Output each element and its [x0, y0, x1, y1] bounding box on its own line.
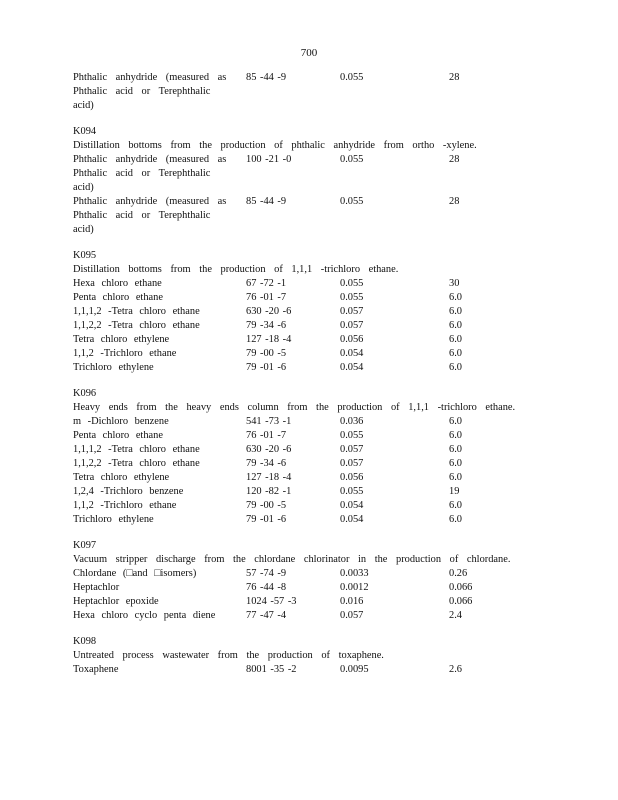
constituent-name: Hexa chloro cyclo penta diene: [73, 610, 216, 621]
cas-number: 127 -18 -4: [246, 334, 292, 345]
constituent-name: Phthalic acid or Terephthalic: [73, 168, 211, 179]
table-row: [73, 443, 553, 457]
waste-description: Vacuum stripper discharge from the chlordane chlorinator in the production of chlordane.: [73, 554, 511, 565]
waste-section: [73, 125, 553, 237]
nonwastewater-standard: 2.4: [449, 610, 462, 621]
constituent-name: Trichloro ethylene: [73, 514, 154, 525]
constituent-name: 1,1,2 -Trichloro ethane: [73, 348, 177, 359]
waste-section: [73, 539, 553, 623]
constituent-name: Heptachlor: [73, 582, 120, 593]
nonwastewater-standard: 6.0: [449, 458, 462, 469]
cas-number: 79 -00 -5: [246, 500, 287, 511]
cas-number: 67 -72 -1: [246, 278, 287, 289]
wastewater-standard: 0.055: [340, 72, 364, 83]
wastewater-standard: 0.036: [340, 416, 364, 427]
waste-code: K095: [73, 250, 97, 261]
nonwastewater-standard: 0.066: [449, 582, 473, 593]
nonwastewater-standard: 6.0: [449, 334, 462, 345]
wastewater-standard: 0.055: [340, 278, 364, 289]
constituent-name: Tetra chloro ethylene: [73, 472, 170, 483]
wastewater-standard: 0.054: [340, 514, 364, 525]
wastewater-standard: 0.057: [340, 306, 364, 317]
cas-number: 85 -44 -9: [246, 196, 287, 207]
constituent-name: Toxaphene: [73, 664, 119, 675]
waste-description: Distillation bottoms from the production of 1,1,1 -trichloro ethane.: [73, 264, 399, 275]
cas-number: 1024 -57 -3: [246, 596, 297, 607]
wastewater-standard: 0.057: [340, 458, 364, 469]
wastewater-standard: 0.055: [340, 292, 364, 303]
wastewater-standard: 0.054: [340, 362, 364, 373]
nonwastewater-standard: 28: [449, 154, 460, 165]
waste-section: [73, 387, 553, 527]
nonwastewater-standard: 28: [449, 72, 460, 83]
waste-code: K096: [73, 388, 97, 399]
constituent-name: Phthalic anhydride (measured as: [73, 72, 227, 83]
nonwastewater-standard: 6.0: [449, 416, 462, 427]
nonwastewater-standard: 6.0: [449, 500, 462, 511]
cas-number: 79 -01 -6: [246, 362, 287, 373]
constituent-name: Phthalic anhydride (measured as: [73, 196, 227, 207]
cas-number: 630 -20 -6: [246, 306, 292, 317]
wastewater-standard: 0.055: [340, 154, 364, 165]
table-row: [73, 181, 553, 195]
nonwastewater-standard: 30: [449, 278, 460, 289]
waste-section: [73, 249, 553, 375]
constituent-name: 1,1,2 -Trichloro ethane: [73, 500, 177, 511]
cas-number: 79 -34 -6: [246, 458, 287, 469]
wastewater-standard: 0.0012: [340, 582, 369, 593]
constituent-name: Hexa chloro ethane: [73, 278, 162, 289]
nonwastewater-standard: 6.0: [449, 292, 462, 303]
wastewater-standard: 0.016: [340, 596, 364, 607]
nonwastewater-standard: 0.26: [449, 568, 468, 579]
table-row: [73, 415, 553, 429]
table-row: [73, 347, 553, 361]
constituent-name: 1,1,1,2 -Tetra chloro ethane: [73, 306, 200, 317]
constituent-name: Penta chloro ethane: [73, 430, 163, 441]
table-row: [73, 457, 553, 471]
constituent-name: 1,1,1,2 -Tetra chloro ethane: [73, 444, 200, 455]
constituent-name: Heptachlor epoxide: [73, 596, 159, 607]
cas-number: 79 -01 -6: [246, 514, 287, 525]
cas-number: 127 -18 -4: [246, 472, 292, 483]
waste-description: Untreated process wastewater from the production of toxaphene.: [73, 650, 384, 661]
table-row: [73, 85, 553, 99]
nonwastewater-standard: 6.0: [449, 306, 462, 317]
constituent-name: Tetra chloro ethylene: [73, 334, 170, 345]
constituent-name: m -Dichloro benzene: [73, 416, 169, 427]
constituent-name: Chlordane (□and □isomers): [73, 568, 197, 579]
wastewater-standard: 0.057: [340, 320, 364, 331]
table-row: [73, 663, 553, 677]
wastewater-standard: 0.055: [340, 486, 364, 497]
table-row: [73, 71, 553, 85]
waste-code: K097: [73, 540, 97, 551]
table-row: [73, 581, 553, 595]
nonwastewater-standard: 6.0: [449, 320, 462, 331]
constituent-name: Phthalic anhydride (measured as: [73, 154, 227, 165]
table-row: [73, 223, 553, 237]
table-row: [73, 595, 553, 609]
table-row: [73, 99, 553, 113]
table-row: [73, 471, 553, 485]
constituent-name: Trichloro ethylene: [73, 362, 154, 373]
cas-number: 541 -73 -1: [246, 416, 292, 427]
cas-number: 77 -47 -4: [246, 610, 287, 621]
nonwastewater-standard: 6.0: [449, 472, 462, 483]
constituent-name: 1,1,2,2 -Tetra chloro ethane: [73, 458, 200, 469]
table-row: [73, 429, 553, 443]
table-row: [73, 291, 553, 305]
page-number: 700: [300, 47, 318, 59]
table-row: [73, 567, 553, 581]
table-row: [73, 609, 553, 623]
wastewater-standard: 0.055: [340, 430, 364, 441]
waste-code: K098: [73, 636, 97, 647]
nonwastewater-standard: 6.0: [449, 444, 462, 455]
table-row: [73, 209, 553, 223]
table-row: [73, 153, 553, 167]
cas-number: 120 -82 -1: [246, 486, 292, 497]
cas-number: 630 -20 -6: [246, 444, 292, 455]
table-row: [73, 485, 553, 499]
nonwastewater-standard: 19: [449, 486, 460, 497]
wastewater-standard: 0.057: [340, 444, 364, 455]
table-row: [73, 319, 553, 333]
document-body: [73, 71, 553, 677]
cas-number: 76 -01 -7: [246, 430, 287, 441]
wastewater-standard: 0.054: [340, 500, 364, 511]
nonwastewater-standard: 6.0: [449, 348, 462, 359]
waste-code: K094: [73, 126, 97, 137]
cas-number: 79 -00 -5: [246, 348, 287, 359]
wastewater-standard: 0.054: [340, 348, 364, 359]
wastewater-standard: 0.057: [340, 610, 364, 621]
wastewater-standard: 0.056: [340, 472, 364, 483]
wastewater-standard: 0.056: [340, 334, 364, 345]
table-row: [73, 513, 553, 527]
constituent-name: Penta chloro ethane: [73, 292, 163, 303]
waste-section: [73, 635, 553, 677]
table-row: [73, 499, 553, 513]
nonwastewater-standard: 28: [449, 196, 460, 207]
table-row: [73, 361, 553, 375]
cas-number: 100 -21 -0: [246, 154, 292, 165]
nonwastewater-standard: 6.0: [449, 362, 462, 373]
constituent-name: 1,1,2,2 -Tetra chloro ethane: [73, 320, 200, 331]
cas-number: 79 -34 -6: [246, 320, 287, 331]
table-row: [73, 277, 553, 291]
wastewater-standard: 0.0095: [340, 664, 369, 675]
cas-number: 8001 -35 -2: [246, 664, 297, 675]
constituent-name: 1,2,4 -Trichloro benzene: [73, 486, 184, 497]
table-row: [73, 333, 553, 347]
constituent-name: acid): [73, 182, 94, 193]
cas-number: 76 -44 -8: [246, 582, 287, 593]
table-row: [73, 195, 553, 209]
constituent-name: Phthalic acid or Terephthalic: [73, 86, 211, 97]
nonwastewater-standard: 6.0: [449, 430, 462, 441]
nonwastewater-standard: 6.0: [449, 514, 462, 525]
wastewater-standard: 0.0033: [340, 568, 369, 579]
table-row: [73, 305, 553, 319]
cas-number: 85 -44 -9: [246, 72, 287, 83]
nonwastewater-standard: 0.066: [449, 596, 473, 607]
cas-number: 57 -74 -9: [246, 568, 287, 579]
wastewater-standard: 0.055: [340, 196, 364, 207]
waste-description: Heavy ends from the heavy ends column from the production of 1,1,1 -trichloro ethane.: [73, 402, 516, 413]
constituent-name: acid): [73, 100, 94, 111]
constituent-name: acid): [73, 224, 94, 235]
table-row: [73, 167, 553, 181]
nonwastewater-standard: 2.6: [449, 664, 462, 675]
constituent-name: Phthalic acid or Terephthalic: [73, 210, 211, 221]
cas-number: 76 -01 -7: [246, 292, 287, 303]
waste-description: Distillation bottoms from the production of phthalic anhydride from ortho -xylene.: [73, 140, 477, 151]
